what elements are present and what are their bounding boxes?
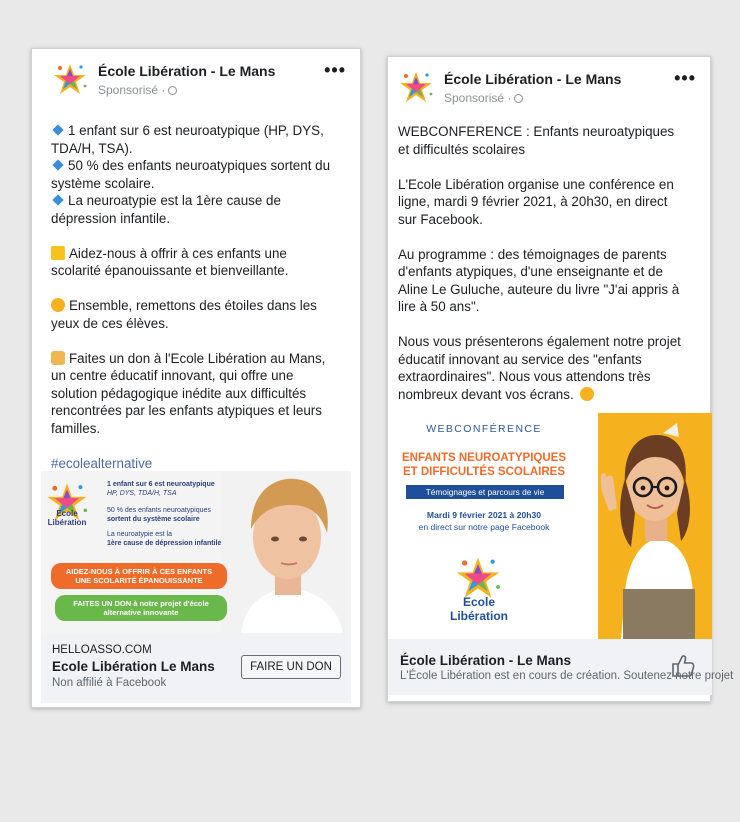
- logo-line: Ecole: [462, 595, 495, 609]
- post-line: d'enfants atypiques, d'une enseignante et de: [398, 264, 663, 279]
- stat-line: HP, DYS, TDA/H, TSA: [107, 489, 177, 497]
- post-line: [51, 245, 351, 263]
- post-line: système scolaire.: [51, 175, 155, 191]
- post-line: TDA/H, TSA).: [51, 140, 133, 156]
- stat-line: 50 % des enfants neuroatypiques: [107, 507, 211, 514]
- stat-block: [107, 481, 215, 498]
- green-callout-banner: [55, 595, 227, 621]
- sponsored-text: Sponsorisé ·: [98, 83, 166, 97]
- link-domain: HELLOASSO.COM: [52, 644, 152, 656]
- blue-diamond-icon: [52, 159, 63, 170]
- event-date: Mardi 9 février 2021 à 20h30: [426, 510, 542, 520]
- post-line: familles.: [51, 420, 101, 436]
- post-body: [398, 123, 706, 403]
- post-header: [388, 69, 700, 109]
- link-title[interactable]: Ecole Libération Le Mans: [52, 659, 215, 674]
- post-line: scolarité épanouissante et bienveillante.: [51, 263, 289, 278]
- heading-line: ET DIFFICULTÉS SCOLAIRES: [402, 466, 566, 478]
- ad-creative-image[interactable]: [41, 471, 351, 633]
- post-line: ligne, mardi 9 février 2021, à 20h30, en direct: [398, 194, 668, 209]
- orange-callout-banner: [51, 563, 227, 589]
- stat-line: 1 enfant sur 6 est neuroatypique: [107, 481, 215, 488]
- page-preview-title[interactable]: École Libération - Le Mans: [400, 653, 572, 668]
- callout-line: UNE SCOLARITÉ ÉPANOUISSANTE: [75, 576, 203, 585]
- heading-line: ENFANTS NEUROATYPIQUES: [402, 452, 566, 464]
- post-line: [51, 297, 351, 315]
- post-line: dépression infantile.: [51, 210, 171, 226]
- post-line-text: nombreux devant vos écrans.: [398, 386, 574, 402]
- post-line: extraordinaires". Nous vous attendons très: [398, 369, 651, 384]
- creative-logo-text: [434, 595, 524, 623]
- logo-line: Libération: [449, 609, 508, 623]
- webconference-creative-image[interactable]: [388, 413, 712, 639]
- sponsored-text: Sponsorisé ·: [444, 91, 512, 105]
- globe-icon: [514, 94, 523, 103]
- webconference-title: WEBCONFÉRENCE: [426, 423, 542, 435]
- hashtag-link[interactable]: #ecolealternative: [51, 455, 153, 471]
- post-line: Aline Le Guluche, auteure du livre "J'ai appris à: [398, 281, 680, 297]
- post-line-text: Faites un don à l'Ecole Libération au Mans,: [69, 350, 326, 366]
- star-eyes-emoji-icon: [51, 298, 65, 312]
- post-line: Au programme : des témoignages de parents: [398, 246, 667, 262]
- globe-icon: [168, 86, 177, 95]
- post-body: [51, 122, 351, 472]
- post-line: [398, 386, 706, 404]
- post-line: lire à 50 ans".: [398, 299, 480, 314]
- post-line: un centre éducatif innovant, qui offre une: [51, 368, 294, 383]
- post-line: et difficultés scolaires: [398, 141, 526, 157]
- sponsored-label: [98, 83, 177, 97]
- page-preview-bar[interactable]: [388, 639, 734, 695]
- ecole-liberation-star-logo-icon[interactable]: [52, 61, 88, 97]
- link-description: Non affilié à Facebook: [52, 677, 167, 689]
- more-options-icon[interactable]: •••: [324, 60, 346, 80]
- post-line: éducatif innovant au service des "enfants: [398, 351, 642, 367]
- post-header: [42, 61, 350, 101]
- callout-line: FAITES UN DON à notre projet d'école: [73, 599, 209, 608]
- creative-heading: [394, 451, 574, 479]
- logo-line: Ecole: [56, 509, 78, 518]
- stat-line: 1ère cause de dépression infantile: [107, 539, 222, 547]
- post-line: yeux de ces élèves.: [51, 315, 169, 331]
- post-line: WEBCONFERENCE : Enfants neuroatypiques: [398, 124, 675, 139]
- post-line-text: 1 enfant sur 6 est neuroatypique (HP, DYS,: [68, 123, 324, 138]
- boy-portrait-image: [221, 471, 351, 633]
- callout-line: alternative innovante: [103, 608, 179, 617]
- like-thumb-icon[interactable]: [670, 653, 696, 679]
- logo-line: Libération: [47, 518, 87, 527]
- post-line: solution pédagogique inédite aux difficultés: [51, 385, 307, 401]
- page-name-link[interactable]: École Libération - Le Mans: [98, 63, 276, 79]
- blue-diamond-icon: [52, 194, 63, 205]
- page-preview-description: L'École Libération est en cours de création. Soutenez notre projet: [400, 670, 734, 682]
- pointing-hand-icon: [51, 351, 65, 365]
- post-line-text: 50 % des enfants neuroatypiques sortent du: [68, 158, 331, 173]
- creative-logo-text: [41, 509, 93, 527]
- stat-line: sortent du système scolaire: [107, 515, 200, 523]
- girl-with-glasses-image: [591, 413, 712, 639]
- stat-block: [107, 531, 221, 548]
- more-options-icon[interactable]: •••: [674, 68, 696, 88]
- post-line: L'Ecole Libération organise une conférence en: [398, 176, 674, 192]
- testimonials-band: Témoignages et parcours de vie: [406, 485, 564, 499]
- callout-line: AIDEZ-NOUS À OFFRIR À CES ENFANTS: [65, 567, 213, 576]
- stat-line: La neuroatypie est la: [107, 531, 172, 538]
- event-location: en direct sur notre page Facebook: [418, 522, 550, 532]
- post-line-text: Ensemble, remettons des étoiles dans les: [69, 298, 317, 313]
- ecole-liberation-star-logo-icon[interactable]: [398, 69, 434, 105]
- grinning-emoji-icon: [580, 387, 594, 401]
- sponsored-label: [444, 91, 523, 105]
- stat-block: [107, 507, 211, 524]
- donate-button[interactable]: FAIRE UN DON: [241, 655, 341, 679]
- right-ad-post: [387, 56, 734, 702]
- ecole-liberation-star-logo-icon: [454, 555, 502, 600]
- sparkles-icon: [51, 246, 65, 260]
- post-line: rencontrées par les enfants atypiques et leurs: [51, 403, 322, 418]
- post-line: [51, 122, 351, 140]
- left-ad-post: [31, 48, 361, 708]
- post-line: [51, 192, 351, 210]
- link-preview-bar[interactable]: [41, 633, 351, 703]
- post-line: Nous vous présenterons également notre projet: [398, 334, 681, 349]
- post-line-text: Aidez-nous à offrir à ces enfants une: [69, 245, 287, 261]
- post-line: sur Facebook.: [398, 211, 483, 227]
- post-line: [51, 157, 351, 175]
- post-line: [51, 350, 351, 368]
- blue-diamond-icon: [52, 124, 63, 135]
- post-line-text: La neuroatypie est la 1ère cause de: [68, 193, 281, 208]
- page-name-link[interactable]: École Libération - Le Mans: [444, 71, 622, 87]
